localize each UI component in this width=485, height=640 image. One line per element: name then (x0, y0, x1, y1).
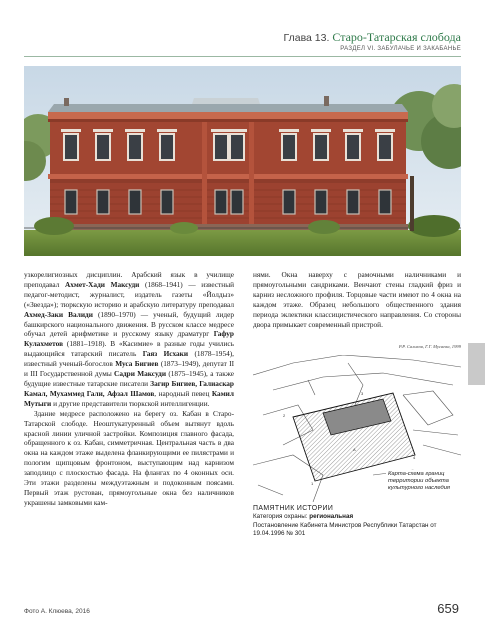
building-photo (24, 66, 461, 256)
left-text-column (24, 270, 234, 508)
text-run: узкорелигиозных дисциплин. Арабский язык в училище преподавал (24, 270, 234, 289)
text-run: (1873–1949), депутат II и III Государственной думы (24, 359, 235, 379)
text-run: (1868–1941) — известный педагог-методист, журналист, издатель газеты «Йолдыз» («Звезда»); тюркскую историю и арабскую литературу преподавал (24, 279, 234, 309)
svg-text:3: 3 (361, 391, 364, 396)
person-name: Гаяз Исхаки (142, 349, 189, 359)
chapter-prefix: Глава 13. (283, 32, 330, 44)
category-label: Категория охраны: (253, 513, 310, 521)
running-header (284, 30, 461, 52)
text-run: , народный певец (154, 388, 212, 398)
header-divider (24, 56, 461, 57)
decree-text: Постановление Кабинета Министров Республики Татарстан от 19.04.1996 № 301 (253, 521, 437, 537)
photo-credit: Р.Р. Салихов, Г.Г. Мусаева, 1999 (398, 344, 461, 349)
section-title: РАЗДЕЛ VI. ЗАБУЛАЧЬЕ И ЗАКАБАНЬЕ (340, 46, 461, 52)
text-run: (1875–1945), а также будущие известные татарские писатели (24, 369, 235, 388)
chapter-title (284, 30, 461, 45)
person-name: Камил Мутыги (24, 388, 234, 408)
svg-text:2: 2 (283, 413, 286, 418)
text-run: (1878–1954), известный ученый-богослов (24, 349, 234, 369)
paragraph (24, 270, 234, 409)
person-name: Садри Максуди (114, 369, 167, 379)
monument-title: ПАМЯТНИК ИСТОРИИ (253, 505, 334, 512)
protection-category (253, 513, 468, 521)
right-text-column (253, 270, 461, 329)
person-name: Ахмет-Хади Максуди (65, 279, 140, 289)
svg-text:1: 1 (311, 481, 314, 486)
paragraph: Здание медресе расположено на берегу оз. Кабан в Старо-Татарской слободе. Неоштукатуренный объем вытянут вдоль красной линии уличной застройки. Композиция главного фасада, обращенного к оз. Кабан, симметричная. Центральная часть в два окна на каждом этаже выделена фланкирующими ее пилястрами и пологим щипцовым фронтоном, выступающим над карнизом заподлицо с плоскостью фасада. На флангах по 4 оконных оси. Эти этажи разделены междуэтажным и подоконным поясами. Первый этаж рустован, прямоугольные окна без наличников украшены замковыми кам- (24, 408, 234, 507)
monument-info (253, 505, 468, 538)
category-value: региональная (309, 513, 354, 521)
person-name: Ахмед-Заки Валиди (24, 309, 93, 319)
person-name: Муса Бигиев (115, 359, 159, 369)
page-number: 659 (437, 601, 459, 616)
text-run: (1881–1918). В «Касимие» в разные годы учились выдающийся татарский писатель (24, 339, 234, 359)
paragraph: нями. Окна наверху с рамочными наличниками и прямоугольными сандриками. Венчают стены гладкий фриз и карниз несложного профиля. Торцовые части имеют по 4 окна на каждом этаже. Образец небольшого общественного здания периода эклектики классицистического направления. Со стороны двора примыкает современный пристрой. (253, 270, 461, 329)
chapter-name: Старо-Татарская слобода (332, 30, 461, 44)
person-name: Гафур Кулахметов (24, 329, 234, 349)
photo-author-credit: Фото А. Клюева, 2016 (24, 608, 90, 615)
person-name: Загир Бигиев, Галиаскар Камал, Мухаммед Гали, Афзал Шамов (24, 378, 234, 398)
svg-text:А: А (353, 447, 356, 452)
page-edge-tab (468, 343, 485, 385)
map-caption: Карта-схема границ территории объекта культурного наследия (386, 470, 468, 493)
svg-text:4: 4 (413, 455, 416, 460)
text-run: и другие представители тюркской интеллигенции. (51, 398, 210, 408)
text-run: (1890–1970) — ученый, будущий лидер башкирского национального движения. В русском классе медресе обучал детей арифметике и русскому языку драматург (24, 309, 234, 339)
